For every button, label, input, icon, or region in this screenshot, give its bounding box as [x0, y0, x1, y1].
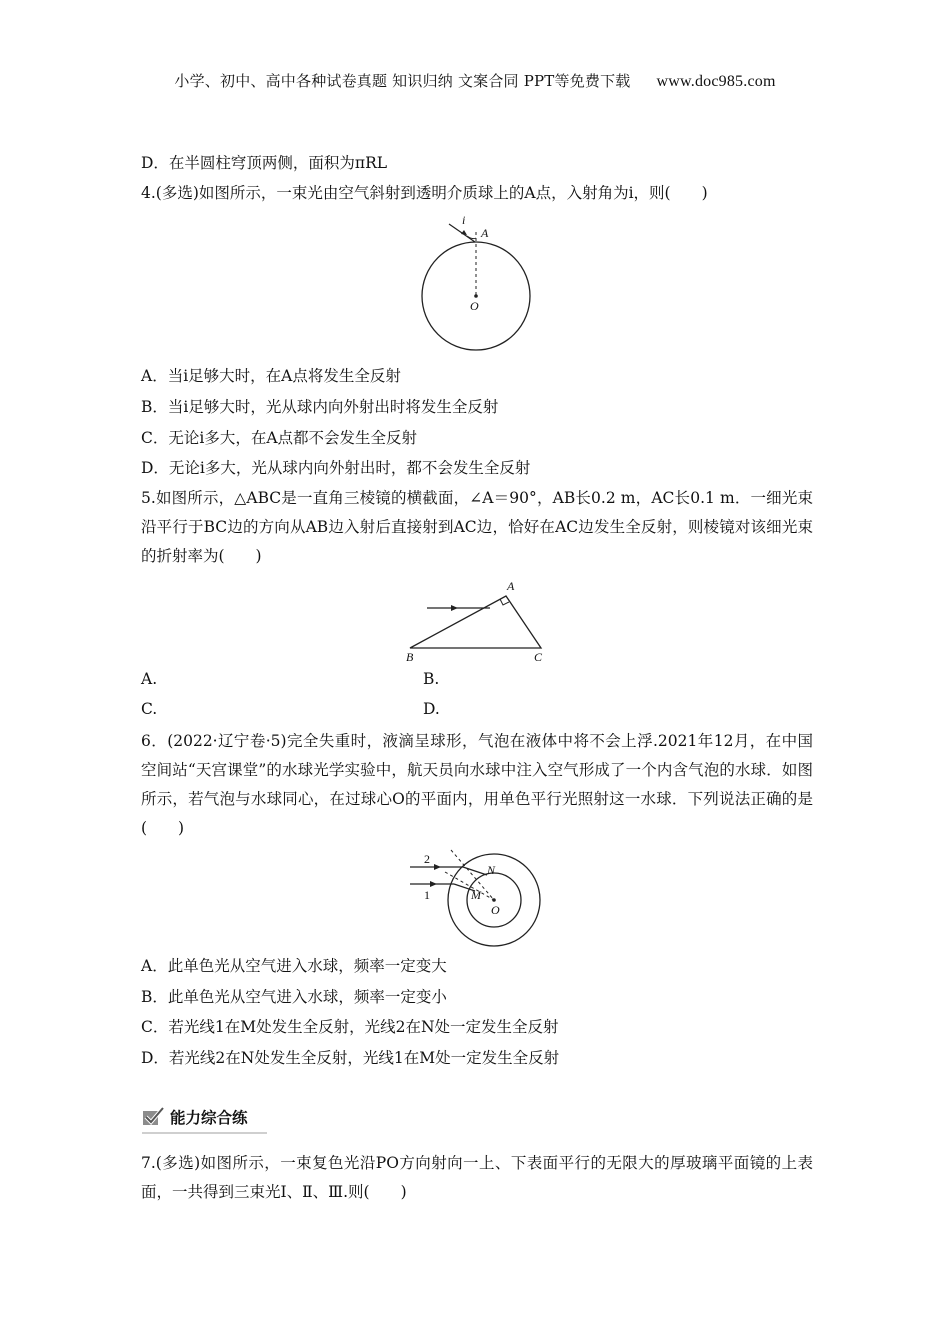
q6-stem: 6．(2022·辽宁卷·5)完全失重时，液滴呈球形，气泡在液体中将不会上浮.2021年12月，在中国空间站“天宫课堂”的水球光学实验中，航天员向水球中注入空气形成了一个内含气泡的水球．如图所示，若气泡与水球同心，在过球心O的平面内，用单色平行光照射这一水球．下列说法正确的是( ) — [141, 732, 813, 837]
q4-center-dot — [474, 294, 478, 298]
q5-beam-arrow — [451, 605, 458, 611]
checkbox-icon — [142, 1107, 164, 1127]
q4-option-a: A．当i足够大时，在A点将发生全反射 — [141, 367, 401, 385]
q6-ray-2-refracted — [463, 867, 487, 875]
q5-label-a: A — [507, 579, 515, 593]
q4-figure — [415, 210, 540, 355]
q6-option-a: A．此单色光从空气进入水球，频率一定变大 — [141, 957, 447, 975]
q7-stem: 7.(多选)如图所示，一束复色光沿PO方向射向一上、下表面平行的无限大的厚玻璃平面镜的上表面，一共得到三束光Ⅰ、Ⅱ、Ⅲ.则( ) — [141, 1154, 813, 1201]
section-heading — [142, 1104, 267, 1134]
q6-option-d: D．若光线2在N处发生全反射，光线1在M处一定发生全反射 — [141, 1049, 560, 1067]
q5-stem: 5.如图所示，△ABC是一直角三棱镜的横截面，∠A＝90°，AB长0.2 m，AC长0.1 m．一细光束沿平行于BC边的方向从AB边入射后直接射到AC边，恰好在AC边发生全反射，则棱镜对该细光束的折射率为( ) — [141, 489, 813, 565]
q6-label-2: 2 — [424, 852, 430, 866]
q4-label-o: O — [470, 299, 479, 313]
q4-option-b: B．当i足够大时，光从球内向外射出时将发生全反射 — [141, 398, 499, 416]
q6-option-b: B．此单色光从空气进入水球，频率一定变小 — [141, 988, 447, 1006]
q6-label-n: N — [487, 863, 496, 877]
q3-option-d: D．在半圆柱穹顶两侧，面积为πRL — [141, 154, 388, 172]
q6-option-c: C．若光线1在M处发生全反射，光线2在N处一定发生全反射 — [141, 1018, 559, 1036]
q4-option-d: D．无论i多大，光从球内向外射出时，都不会发生全反射 — [141, 459, 531, 477]
q6-ray-1-arrow — [430, 881, 437, 887]
q5-figure — [400, 575, 550, 665]
q4-angle-arc — [467, 236, 476, 239]
q6-label-1: 1 — [424, 888, 430, 902]
q6-center-dot — [492, 898, 496, 902]
section-title: 能力综合练 — [170, 1109, 248, 1127]
page-header — [0, 70, 950, 91]
q4-label-a: A — [481, 226, 489, 240]
q5-label-c: C — [534, 650, 543, 664]
q4-stem: 4.(多选)如图所示，一束光由空气斜射到透明介质球上的A点，入射角为i，则( ) — [141, 184, 708, 202]
q6-label-m: M — [471, 888, 481, 902]
header-text: 小学、初中、高中各种试卷真题 知识归纳 文案合同 PPT等免费下载 — [174, 72, 631, 90]
q5-label-b: B — [406, 650, 414, 664]
header-site[interactable]: www.doc985.com — [656, 73, 776, 90]
q5-option-c: C. — [141, 700, 158, 718]
q6-ray-2-arrow — [434, 864, 441, 870]
q5-prism-triangle — [410, 596, 541, 648]
q5-option-b: B. — [423, 670, 440, 688]
q5-option-d: D. — [423, 700, 440, 718]
q4-option-c: C．无论i多大，在A点都不会发生全反射 — [141, 429, 418, 447]
q5-right-angle-mark — [500, 599, 509, 605]
q5-option-a: A. — [141, 670, 158, 688]
q4-label-i: i — [462, 213, 466, 227]
q6-label-o: O — [491, 903, 500, 917]
q6-figure — [405, 848, 555, 948]
